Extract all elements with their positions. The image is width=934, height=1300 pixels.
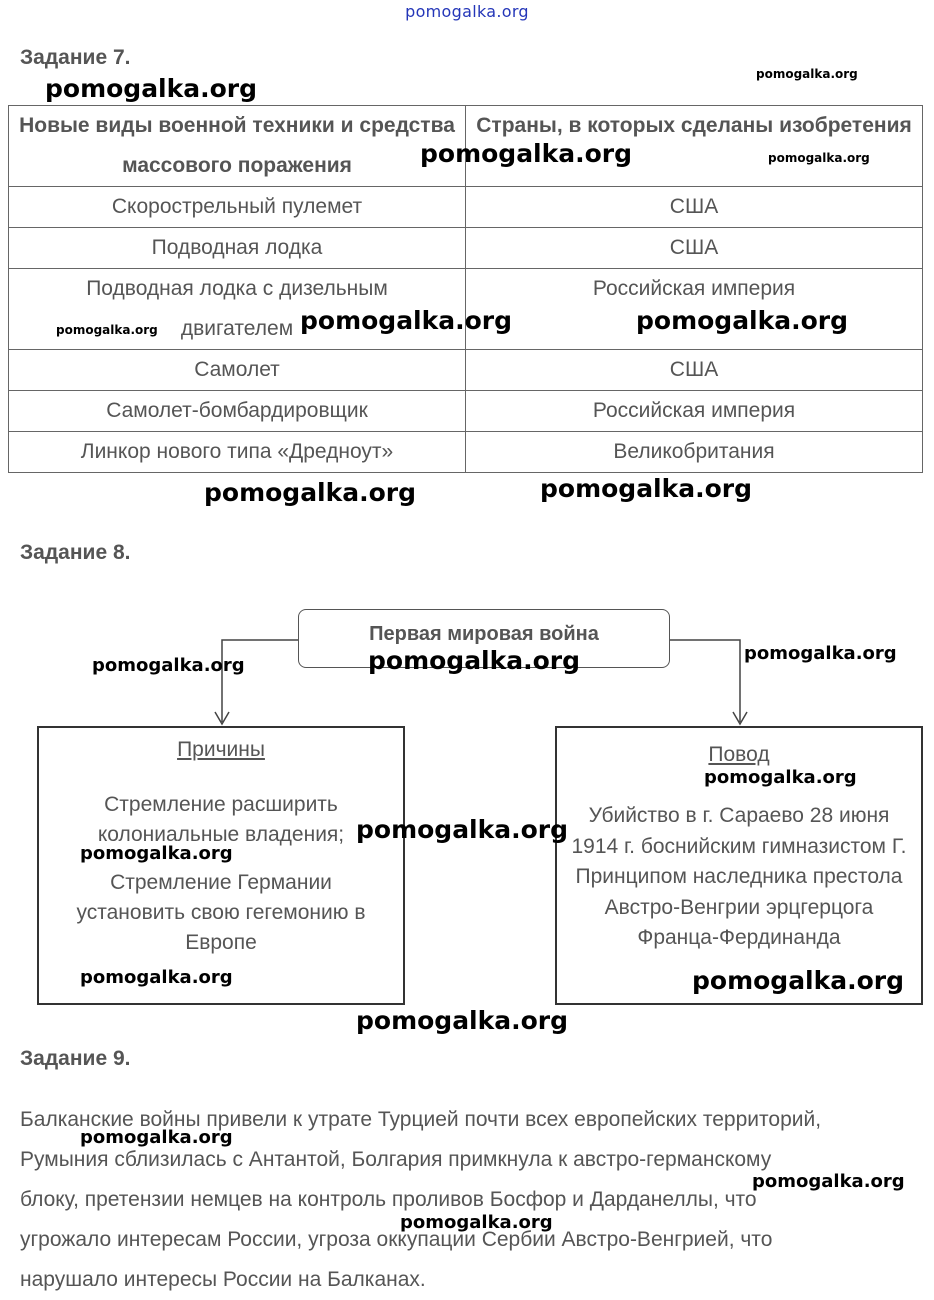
task9-heading: Задание 9. xyxy=(20,1047,131,1070)
cell-technology: Подводная лодка xyxy=(9,228,466,269)
connector-to-causes xyxy=(222,640,298,722)
causes-title: Причины xyxy=(177,738,265,761)
watermark: pomogalka.org xyxy=(420,139,633,168)
cause-item: Стремление Германии установить свою гегемонию в Европе xyxy=(76,871,366,954)
task7-heading: Задание 7. xyxy=(20,46,131,69)
watermark: pomogalka.org xyxy=(56,323,158,337)
cell-technology: Самолет xyxy=(9,350,466,391)
causes-box xyxy=(37,726,405,1005)
paragraph-line: блоку, претензии немцев на контроль проливов Босфор и Дарданеллы, что xyxy=(20,1188,757,1211)
watermark: pomogalka.org xyxy=(80,1127,233,1148)
cell-technology: Подводная лодка с дизельным двигателем xyxy=(9,269,466,350)
column-header-technology: Новые виды военной техники и средства массового поражения xyxy=(9,106,466,187)
pretext-text: Убийство в г. Сараево 28 июня 1914 г. боснийским гимназистом Г. Принципом наследника престола Австро-Венгрии эрцгерцога Франца-Фердинанда xyxy=(571,804,907,949)
connector-to-pretext xyxy=(670,640,740,722)
cell-country: США xyxy=(466,228,923,269)
site-header-link[interactable]: pomogalka.org xyxy=(405,2,529,21)
watermark: pomogalka.org xyxy=(356,815,569,844)
column-header-countries: Страны, в которых сделаны изобретения xyxy=(466,106,923,187)
cell-technology: Скорострельный пулемет xyxy=(9,187,466,228)
diagram-center-node: Первая мировая война xyxy=(298,609,670,668)
watermark: pomogalka.org xyxy=(368,646,581,675)
cause-item: Стремление расширить колониальные владения; xyxy=(97,793,345,846)
watermark: pomogalka.org xyxy=(300,306,513,335)
watermark: pomogalka.org xyxy=(400,1212,553,1233)
cell-country: США xyxy=(466,187,923,228)
watermark: pomogalka.org xyxy=(92,655,245,676)
paragraph-line: угрожало интересам России, угроза оккупации Сербии Австро-Венгрией, что xyxy=(20,1228,773,1251)
watermark: pomogalka.org xyxy=(752,1171,905,1192)
watermark: pomogalka.org xyxy=(744,643,897,664)
watermark: pomogalka.org xyxy=(204,478,417,507)
watermark: pomogalka.org xyxy=(636,306,849,335)
watermark: pomogalka.org xyxy=(80,967,233,988)
cell-technology: Линкор нового типа «Дредноут» xyxy=(9,432,466,473)
watermark: pomogalka.org xyxy=(540,474,753,503)
cell-country: Российская империя xyxy=(466,269,923,350)
paragraph-line: Румыния сблизилась с Антантой, Болгария примкнула к австро-германскому xyxy=(20,1148,772,1171)
paragraph-line: Балканские войны привели к утрате Турцией почти всех европейских территорий, xyxy=(20,1108,822,1131)
cell-technology: Самолет-бомбардировщик xyxy=(9,391,466,432)
watermark: pomogalka.org xyxy=(756,67,858,81)
pretext-title: Повод xyxy=(708,743,770,766)
watermark: pomogalka.org xyxy=(768,151,870,165)
watermark: pomogalka.org xyxy=(704,767,857,788)
watermark: pomogalka.org xyxy=(45,74,258,103)
cell-country: Российская империя xyxy=(466,391,923,432)
cell-country: Великобритания xyxy=(466,432,923,473)
cell-country: США xyxy=(466,350,923,391)
task8-heading: Задание 8. xyxy=(20,541,131,564)
paragraph-line: нарушало интересы России на Балканах. xyxy=(20,1268,426,1291)
watermark: pomogalka.org xyxy=(692,966,905,995)
watermark: pomogalka.org xyxy=(80,843,233,864)
watermark: pomogalka.org xyxy=(356,1006,569,1035)
